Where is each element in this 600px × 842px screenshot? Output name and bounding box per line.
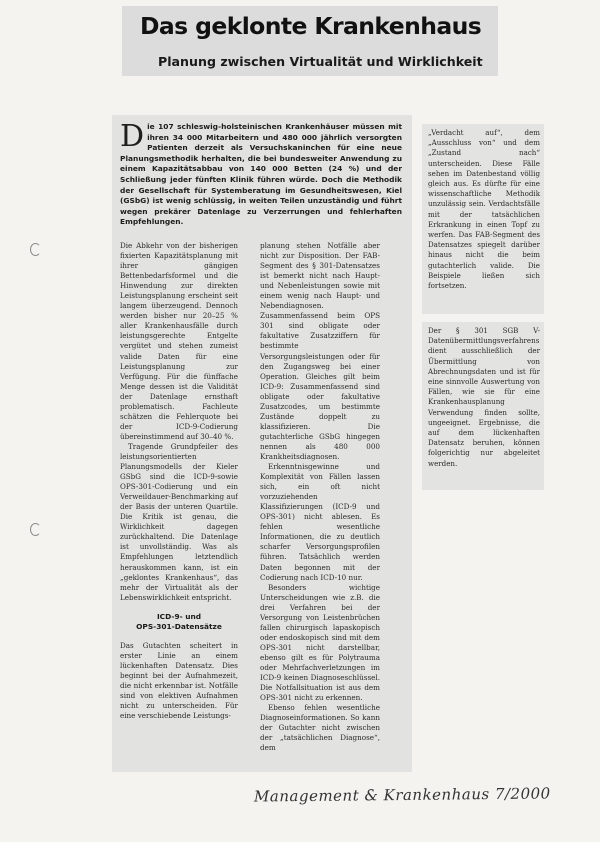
paragraph: Die Abkehr von der bisherigen fixierten Kapazitätsplanung mit ihrer gängigen Bettenbedarfsformel und die Hinwendung zur direkten Leistungsplanung erscheint seit langem überzeugend. Dennoch werden bisher nur 20–25 % aller Krankenhausfälle durch leistungsgerechte Entgelte vergütet und stehen zumeist valide Daten für eine Leistungsplanung zur Verfügung. Für die fünffache Menge dessen ist die Validität der Datenlage ernsthaft problematisch. Fachleute schätzen die Fehlerquote bei der ICD-9-Codierung übereinstimmend auf 30–40 %. — [120, 241, 238, 441]
paragraph: Ebenso fehlen wesentliche Diagnoseinformationen. So kann der Gutachter nicht zwischen der „tatsächlichen Diagnose“, dem — [260, 703, 380, 753]
paragraph: Das Gutachten scheitert in erster Linie an einem lückenhaften Datensatz. Dies beginnt bei der Aufnahmezeit, die nicht erkennbar ist. Notfälle sind von elektiven Aufnahmen nicht zu unterscheiden. Für eine verschiebende Leistungs- — [120, 640, 238, 721]
article-column-left — [120, 241, 238, 766]
paragraph: planung stehen Notfälle aber nicht zur Disposition. Der FAB-Segment des § 301-Datensatzes ist bemerkt nicht nach Haupt- und Nebenleistungen sowie mit einem wenig nach Haupt- und Nebendiagnosen. Zusammenfassend beim OPS 301 sind obligate oder fakultative Zusatzziffern für bestimmte Versorgungsleistungen oder für den Zugangsweg bei einer Operation. Gleiches gilt beim ICD-9: Zusammenfassend sind obligate oder fakultative Zusatzcodes, um bestimmte Zustände doppelt zu klassifizieren. Die gutachterliche GSbG hingegen nennen als 480 000 Krankheitsdiagnosen. — [260, 241, 380, 461]
punch-hole-bottom — [30, 523, 41, 536]
subheading-line: ICD-9- und — [156, 611, 202, 621]
subheading-line: OPS-301-Datensätze — [136, 621, 222, 631]
article-subtitle: Planung zwischen Virtualität und Wirklichkeit — [158, 54, 483, 69]
headline-clipping — [122, 6, 498, 76]
punch-hole-top — [30, 243, 41, 256]
article-clipping — [112, 115, 412, 772]
drop-cap: D — [120, 122, 145, 154]
lead-text: ie 107 schleswig-holsteinischen Krankenhäuser müssen mit ihren 34 000 Mitarbeitern und 480 000 jährlich versorgten Patienten derzeit als Versuchskaninchen für eine neue Planungsmethodik herhalten, die bei bundesweiter Anwendung zu einem Kapazitätsabbau von 140 000 Betten (24 %) und der Schließung jeder fünften Klinik führen würde. Doch die Methodik der Gesellschaft für Systemberatung im Gesundheitswesen, Kiel (GSbG) ist wenig schlüssig, in weiten Teilen unzuständig und führt wegen prekärer Datenlage zu Verzerrungen und fehlerhaften Empfehlungen. — [120, 122, 402, 227]
side-text: Der § 301 SGB V-Datenübermittlungsverfahrens dient ausschließlich der Übermittlung von Abrechnungsdaten und ist für eine sinnvolle Auswertung von Fällen, wie sie für eine Krankenhausplanung Verwendung finden sollte, ungeeignet. Ergebnisse, die auf dem lückenhaften Datensatz beruhen, können folgerichtig nur abgeleitet werden. — [428, 326, 540, 468]
handwritten-source-note: Management & Krankenhaus 7/2000 — [253, 784, 551, 806]
subheading — [120, 612, 238, 632]
article-column-right — [260, 241, 380, 766]
paragraph: Tragende Grundpfeiler des leistungsorientierten Planungsmodells der Kieler GSbG sind die ICD-9-sowie OPS-301-Codierung und ein Verweildauer-Benchmarking auf der Basis der unteren Quartile. Die Kritik ist genau, die Wirklichkeit dagegen zurückhaltend. Die Datenlage ist unvollständig. Was als Empfehlungen letztendlich herauskommen kann, ist ein „geklontes Krankenhaus“, das mehr der Virtualität als der Lebenswirklichkeit entspricht. — [120, 441, 238, 602]
paragraph: Besonders wichtige Unterscheidungen wie z.B. die drei Verfahren bei der Versorgung von Leistenbrüchen fallen chirurgisch lapaskopisch oder endoskopisch sind mit dem OPS-301 nicht darstellbar, ebenso gilt es für Polytrauma oder Mehrfachverletzungen im ICD-9 keinen Diagnoseschlüssel. Die Notfallsituation ist aus dem OPS-301 nicht zu erkennen. — [260, 582, 380, 703]
side-clipping-top — [422, 124, 544, 314]
paragraph: Erkenntnisgewinne und Komplexität von Fällen lassen sich, ein oft nicht vorzuziehenden Klassifizierungen (ICD-9 und OPS-301) nicht ablesen. Es fehlen wesentliche Informationen, die zu deutlich scharfer Versorgungsprofilen führen. Tatsächlich werden Daten begonnen mit der Codierung nach ICD-10 nur. — [260, 462, 380, 582]
side-clipping-bottom — [422, 322, 544, 490]
article-lead — [120, 122, 402, 244]
article-title: Das geklonte Krankenhaus — [140, 12, 482, 40]
side-text: „Verdacht auf“, dem „Ausschluss von“ und dem „Zustand nach“ unterscheiden. Diese Fälle sehen im Datenbestand völlig gleich aus. Es dürfte für eine wissenschaftliche Methodik unzulässig sein. Verdachtsfälle mit der tatsächlichen Erkrankung in einen Topf zu werfen. Das FAB-Segment des Datensatzes spiegelt darüber hinaus nicht die beim gutachterlich valide. Die Beispiele ließen sich fortsetzen. — [428, 128, 540, 291]
